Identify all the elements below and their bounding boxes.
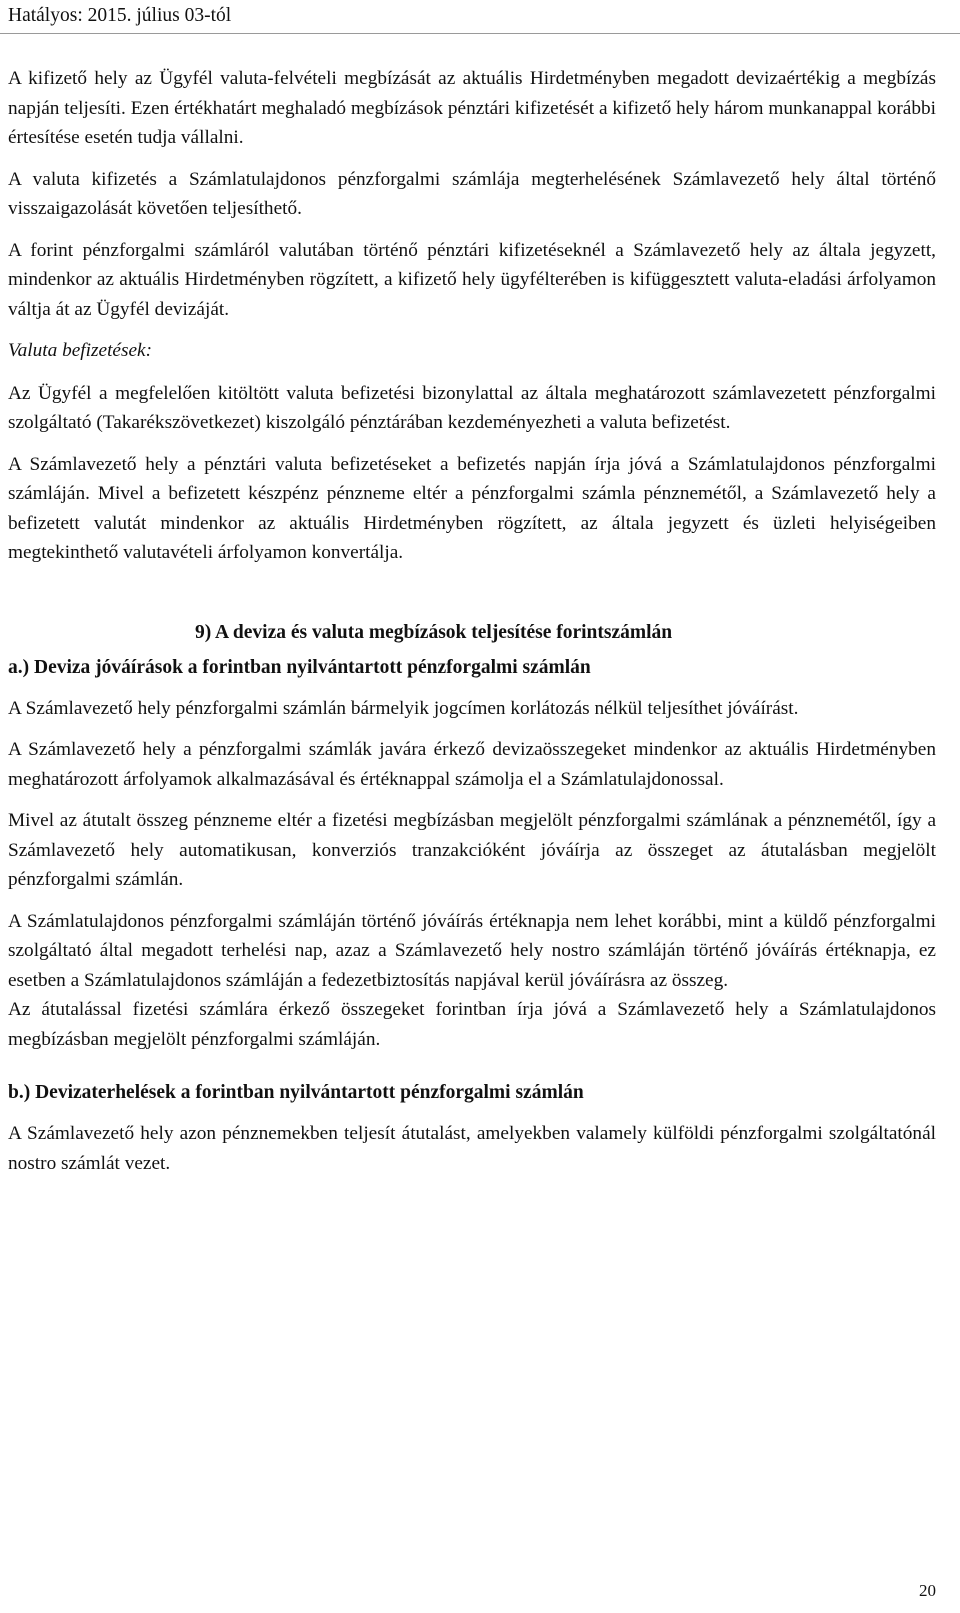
document-body: [8, 64, 936, 1190]
paragraph-devizaosszegek: A Számlavezető hely a pénzforgalmi számlák javára érkező devizaösszegeket mindenkor az aktuális Hirdetményben meghatározott árfolyamok alkalmazásával és értéknappal számolja el a Számlatulajdonossal.: [8, 739, 936, 790]
paragraph-nostro: A Számlavezető hely azon pénznemekben teljesít átutalást, amelyekben valamely külföldi pénzforgalmi szolgáltatónál nostro számlát vezet.: [8, 1123, 936, 1174]
paragraph-valuta-felvetel: A kifizető hely az Ügyfél valuta-felvételi megbízását az aktuális Hirdetményben megadott devizaértékig a megbízás napján teljesíti. Ezen értékhatárt meghaladó megbízások pénztári kifizetését a kifizető hely három munkanappal korábbi értesítése esetén tudja vállalni.: [8, 68, 936, 148]
subsection-title-b: b.) Devizaterhelések a forintban nyilvántartott pénzforgalmi számlán: [8, 1082, 584, 1103]
paragraph-ugyfel-befizetes: Az Ügyfél a megfelelően kitöltött valuta befizetési bizonylattal az általa meghatározott számlavezetett pénzforgalmi szolgáltató (Takarékszövetkezet) kiszolgáló pénztárában kezdeményezheti a valuta befizetést.: [8, 382, 936, 433]
page-header: [0, 0, 960, 34]
subsection-title-a: a.) Deviza jóváírások a forintban nyilvántartott pénzforgalmi számlán: [8, 656, 591, 678]
effective-date: Hatályos: 2015. július 03-tól: [8, 5, 232, 26]
paragraph-befizetes-joviras: A Számlavezető hely a pénztári valuta befizetéseket a befizetés napján írja jóvá a Számlatulajdonos pénzforgalmi számláján. Mivel a befizetett készpénz pénzneme eltér a pénzforgalmi számla pénznemétől, a Számlavezető hely a befizetett valutát mindenkor az aktuális Hirdetményben rögzített, az általa jegyzett és üzleti helyiségeiben megtekinthető valutavételi árfolyamon konvertálja.: [8, 453, 936, 563]
section-title-9: 9) A deviza és valuta megbízások teljesítése forintszámlán: [195, 621, 673, 643]
paragraph-valuta-kifizetes: A valuta kifizetés a Számlatulajdonos pénzforgalmi számlája megterhelésének Számlavezető hely által történő visszaigazolását követően teljesíthető.: [8, 168, 936, 219]
paragraph-atutalas-forint: Az átutalással fizetési számlára érkező összegeket forintban írja jóvá a Számlavezető hely a Számlatulajdonos megbízásban megjelölt pénzforgalmi számláján.: [8, 999, 936, 1050]
paragraph-ertéknap: A Számlatulajdonos pénzforgalmi számláján történő jóváírás értéknapja nem lehet korábbi, mint a küldő pénzforgalmi szolgáltató által megadott terhelési nap, azaz a Számlavezető hely nostro számláján történő jóváírás értéknapja, ez esetben a Számlatulajdonos számláján a fedezetbiztosítás napjával kerül jóváírásra az összeg.: [8, 910, 936, 991]
page-number: 20: [919, 1581, 936, 1600]
paragraph-forint-szamlarol: A forint pénzforgalmi számláról valutában történő pénztári kifizetéseknél a Számlavezető hely az általa jegyzett, mindenkor az aktuális Hirdetményben rögzített, a kifizető hely ügyfélterében is kifüggesztett valuta-eladási árfolyamon váltja át az Ügyfél devizáját.: [8, 239, 936, 320]
paragraph-joviras-jogcim: A Számlavezető hely pénzforgalmi számlán bármelyik jogcímen korlátozás nélkül teljesíthet jóváírást.: [8, 697, 799, 719]
paragraph-konverzios: Mivel az átutalt összeg pénzneme eltér a fizetési megbízásban megjelölt pénzforgalmi számlának a pénznemétől, így a Számlavezető hely automatikusan, konverziós tranzakcióként jóváírja az összeget az átutalásban megjelölt pénzforgalmi számlán.: [8, 810, 936, 890]
valuta-befizetesek-heading: Valuta befizetések:: [8, 340, 153, 361]
